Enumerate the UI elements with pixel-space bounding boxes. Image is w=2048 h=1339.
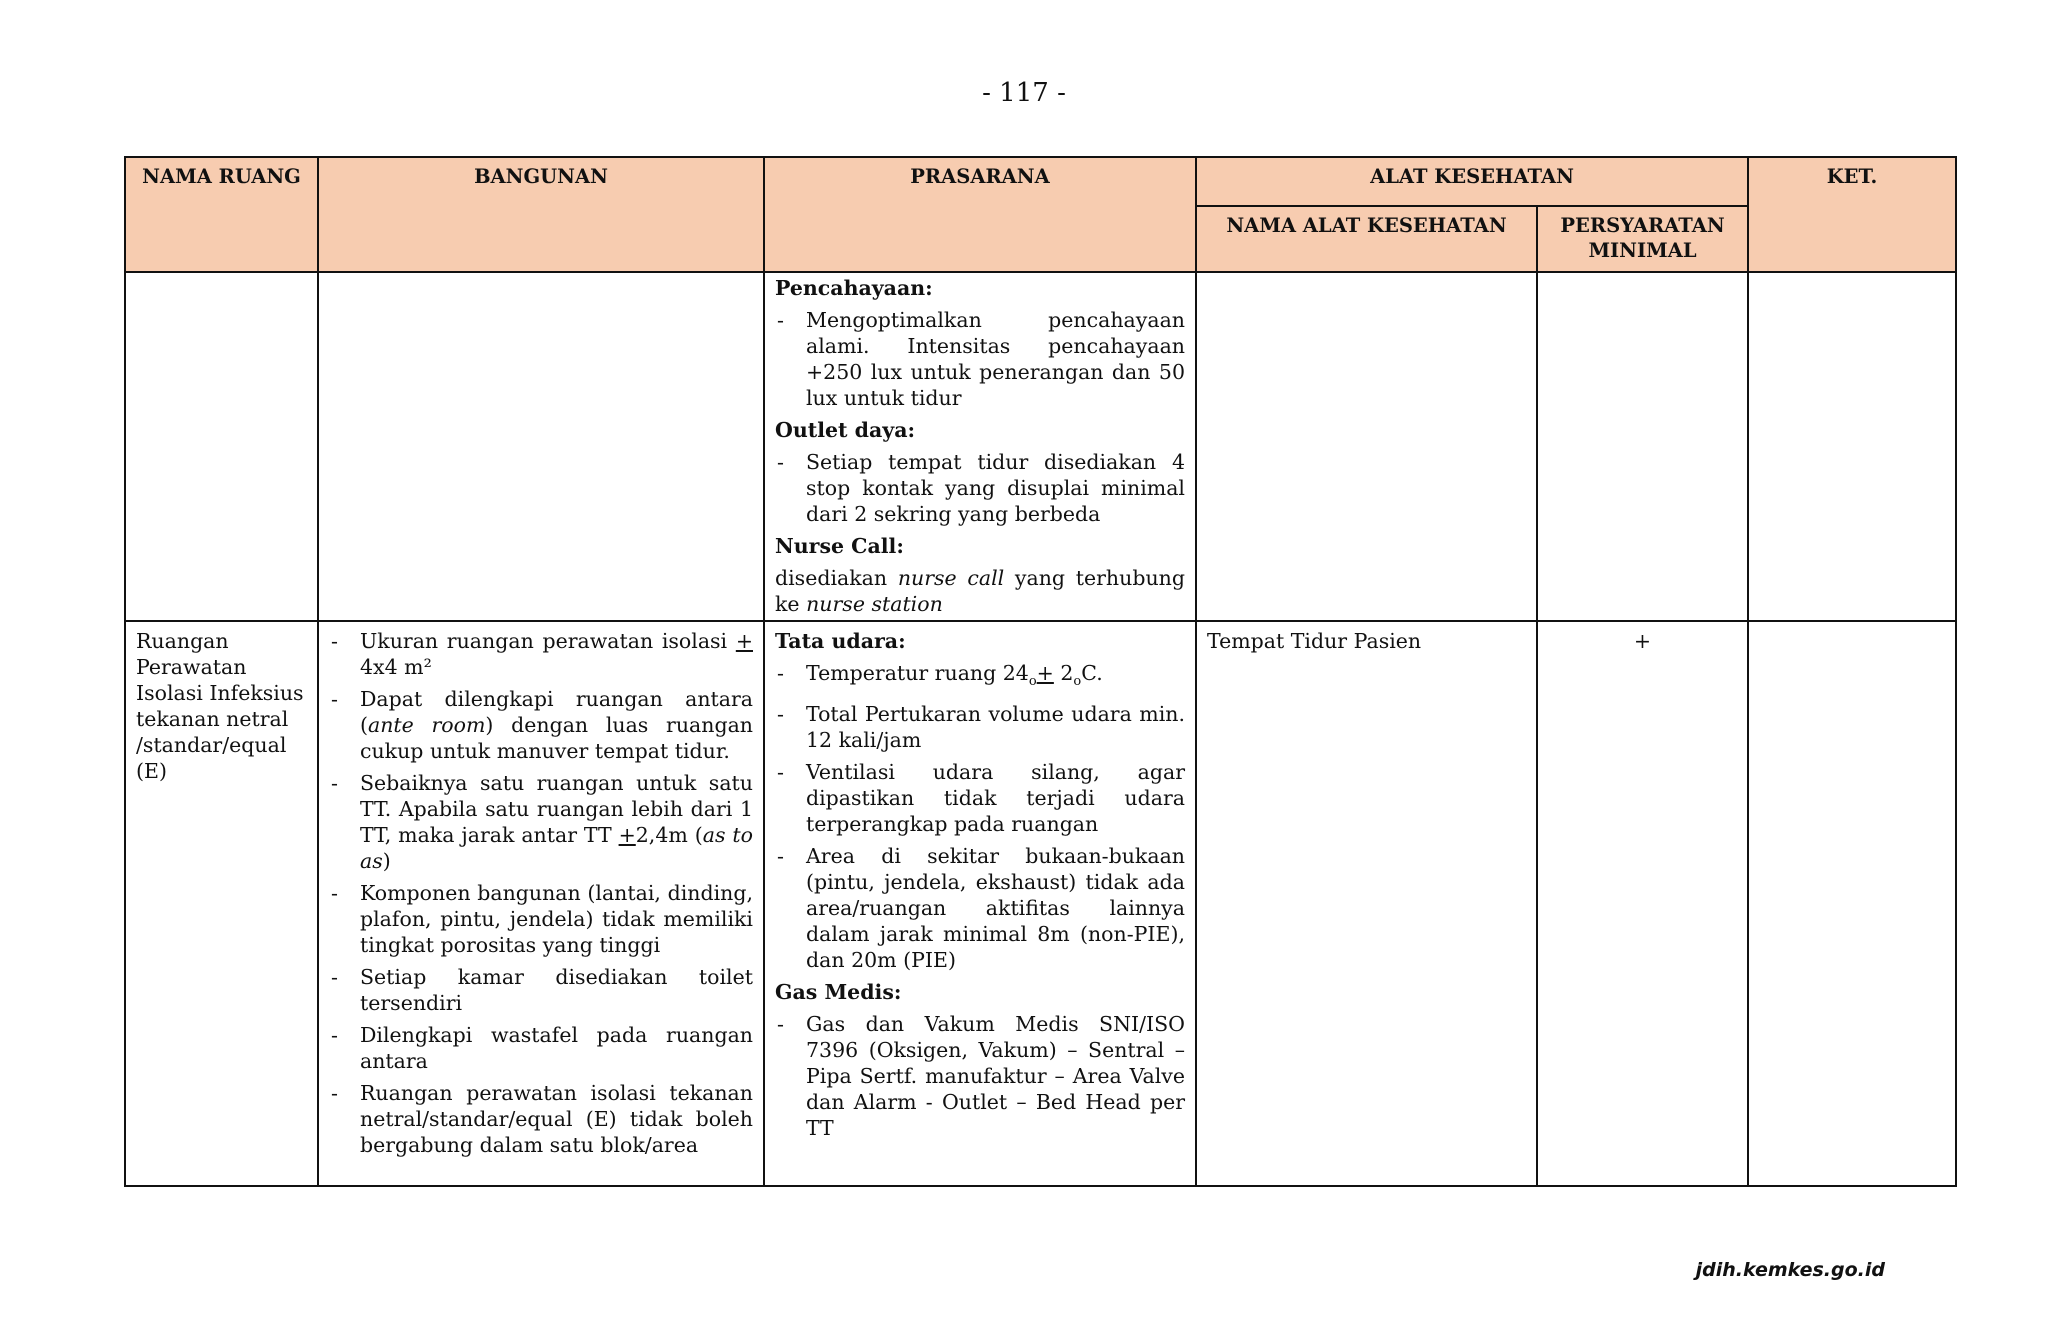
list-item: - Temperatur ruang $24_o+ 2_oC$.: [775, 660, 1185, 695]
pencahayaan-heading: Pencahayaan:: [775, 276, 933, 300]
list-item: - Setiap kamar disediakan toilet tersendiri: [329, 964, 753, 1016]
cell-persyaratan: +: [1537, 621, 1748, 1186]
list-item: - Area di sekitar bukaan-bukaan (pintu, jendela, ekshaust) tidak ada area/ruangan aktifitas lainnya dalam jarak minimal 8m (non-PIE), dan 20m (PIE): [775, 843, 1185, 973]
header-nama-ruang: NAMA RUANG: [125, 157, 318, 272]
list-item: - Gas dan Vakum Medis SNI/ISO 7396 (Oksigen, Vakum) – Sentral – Pipa Sertf. manufaktur – Area Valve dan Alarm - Outlet – Bed Head per TT: [775, 1011, 1185, 1141]
table-row: [125, 272, 1956, 621]
tata-udara-heading: Tata udara:: [775, 629, 906, 653]
list-item: - Dapat dilengkapi ruangan antara (ante room) dengan luas ruangan cukup untuk manuver tempat tidur.: [329, 686, 753, 764]
list-item: - Sebaiknya satu ruangan untuk satu TT. Apabila satu ruangan lebih dari 1 TT, maka jarak antar TT +2,4m (as to as): [329, 770, 753, 874]
header-prasarana: PRASARANA: [764, 157, 1196, 272]
nurse-call-text: disediakan nurse call yang terhubung ke nurse station: [775, 566, 1185, 616]
list-item: - Ruangan perawatan isolasi tekanan netral/standar/equal (E) tidak boleh bergabung dalam satu blok/area: [329, 1080, 753, 1158]
cell-nama-alat: Tempat Tidur Pasien: [1196, 621, 1537, 1186]
cell-bangunan: [318, 621, 764, 1186]
cell-persyaratan: [1537, 272, 1748, 621]
cell-ket: [1748, 621, 1956, 1186]
nurse-call-heading: Nurse Call:: [775, 534, 904, 558]
header-nama-alat: NAMA ALAT KESEHATAN: [1196, 206, 1537, 272]
table-row: [125, 621, 1956, 1186]
list-item: - Komponen bangunan (lantai, dinding, plafon, pintu, jendela) tidak memiliki tingkat porositas yang tinggi: [329, 880, 753, 958]
header-persyaratan: PERSYARATAN MINIMAL: [1537, 206, 1748, 272]
page-number: - 117 -: [982, 78, 1066, 108]
gas-medis-heading: Gas Medis:: [775, 980, 902, 1005]
list-item: - Total Pertukaran volume udara min. 12 kali/jam: [775, 701, 1185, 753]
cell-ket: [1748, 272, 1956, 621]
header-bangunan: BANGUNAN: [318, 157, 764, 272]
cell-nama-ruang: [125, 272, 318, 621]
list-item: - Ventilasi udara silang, agar dipastikan tidak terjadi udara terperangkap pada ruangan: [775, 759, 1185, 837]
outlet-heading: Outlet daya:: [775, 418, 916, 442]
header-alat-kesehatan: ALAT KESEHATAN: [1196, 157, 1748, 206]
header-ket: KET.: [1748, 157, 1956, 272]
cell-nama-ruang: Ruangan Perawatan Isolasi Infeksius tekanan netral /standar/equal (E): [125, 621, 318, 1186]
list-item: - Ukuran ruangan perawatan isolasi + 4x4 m²: [329, 628, 753, 680]
cell-nama-alat: [1196, 272, 1537, 621]
cell-prasarana: [764, 621, 1196, 1186]
list-item: - Setiap tempat tidur disediakan 4 stop kontak yang disuplai minimal dari 2 sekring yang berbeda: [775, 449, 1185, 527]
list-item: - Mengoptimalkan pencahayaan alami. Intensitas pencahayaan +250 lux untuk penerangan dan 50 lux untuk tidur: [775, 307, 1185, 411]
footer-source: jdih.kemkes.go.id: [1695, 1259, 1885, 1281]
requirements-table: [124, 156, 1957, 1187]
cell-bangunan: [318, 272, 764, 621]
list-item: - Dilengkapi wastafel pada ruangan antara: [329, 1022, 753, 1074]
cell-prasarana: [764, 272, 1196, 621]
